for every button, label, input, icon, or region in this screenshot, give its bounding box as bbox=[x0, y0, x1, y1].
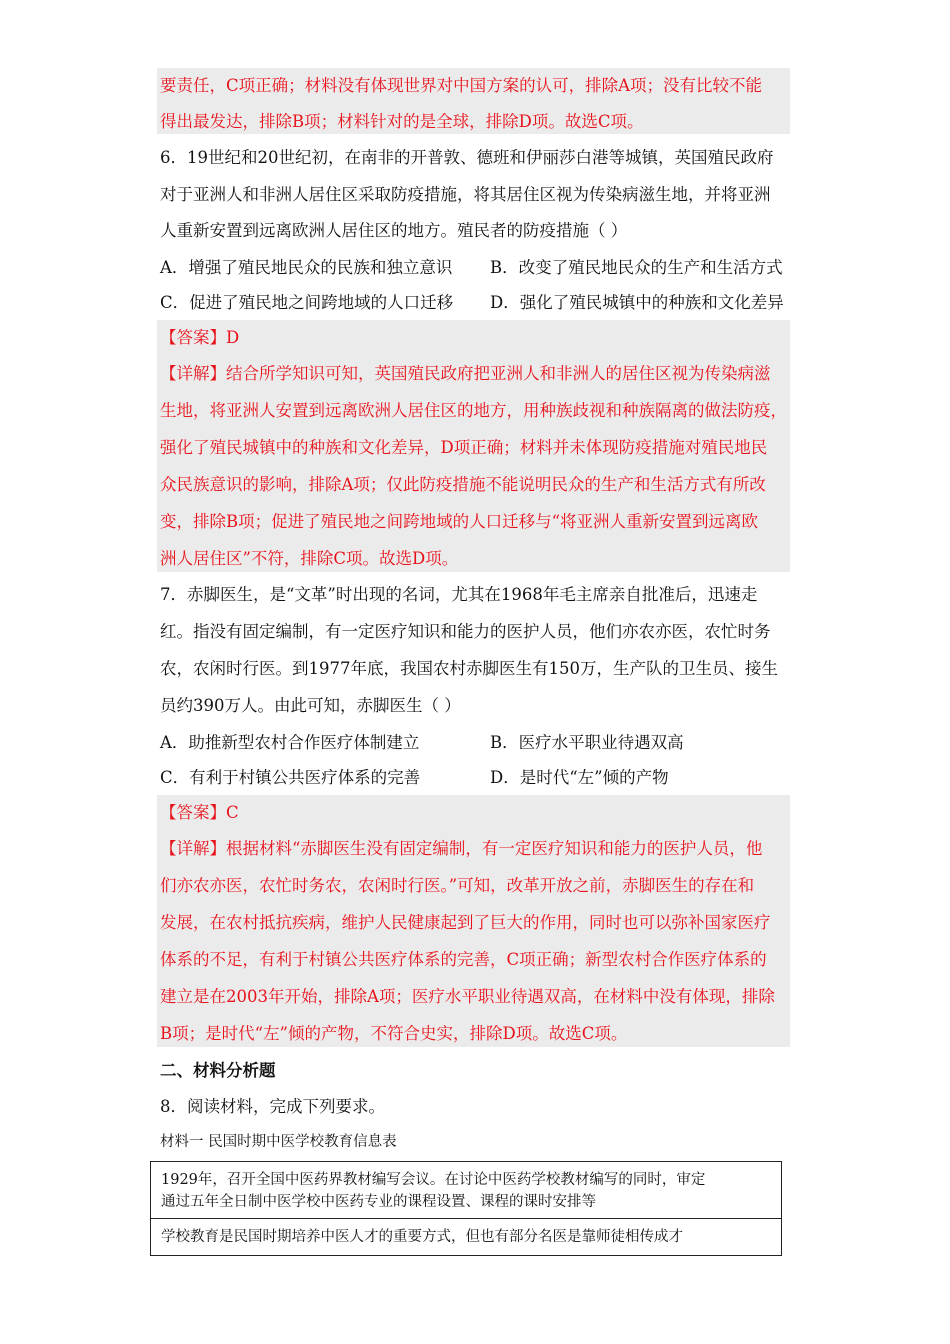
q6-explanation-line-4: 众民族意识的影响，排除A项；仅此防疫措施不能说明民众的生产和生活方式有所改 bbox=[160, 475, 766, 494]
material1-title: 材料一 民国时期中医学校教育信息表 bbox=[160, 1134, 397, 1150]
q6-option-c: C．促进了殖民地之间跨地域的人口迁移 bbox=[160, 293, 454, 312]
q7-explanation-line-6: B项；是时代“左”倾的产物，不符合史实，排除D项。故选C项。 bbox=[160, 1024, 628, 1043]
q7-option-d: D．是时代“左”倾的产物 bbox=[490, 768, 669, 787]
table-row1-line-2: 通过五年全日制中医学校中医药专业的课程设置、课程的课时安排等 bbox=[161, 1194, 596, 1210]
q7-explanation-line-1: 【详解】根据材料“赤脚医生没有固定编制，有一定医疗知识和能力的医护人员，他 bbox=[160, 839, 763, 858]
q6-option-b: B．改变了殖民地民众的生产和生活方式 bbox=[490, 258, 783, 277]
q6-option-d: D．强化了殖民城镇中的种族和文化差异 bbox=[490, 293, 784, 312]
q7-stem-line-2: 红。指没有固定编制，有一定医疗知识和能力的医护人员，他们亦农亦医，农忙时务 bbox=[160, 622, 771, 641]
q7-explanation-line-3: 发展，在农村抵抗疾病，维护人民健康起到了巨大的作用，同时也可以弥补国家医疗 bbox=[160, 913, 771, 932]
q7-explanation-line-2: 们亦农亦医，农忙时务农，农闲时行医。”可知，改革开放之前，赤脚医生的存在和 bbox=[160, 876, 755, 895]
q6-explanation-line-2: 生地，将亚洲人安置到远离欧洲人居住区的地方，用种族歧视和种族隔离的做法防疫， bbox=[160, 401, 787, 420]
q7-stem-line-1: 7．赤脚医生，是“文革”时出现的名词，尤其在1968年毛主席亲自批准后，迅速走 bbox=[160, 585, 758, 604]
q6-stem-line-2: 对于亚洲人和非洲人居住区采取防疫措施，将其居住区视为传染病滋生地，并将亚洲 bbox=[160, 185, 771, 204]
q6-explanation-line-6: 洲人居住区”不符，排除C项。故选D项。 bbox=[160, 549, 459, 568]
q7-stem-line-4: 员约390万人。由此可知，赤脚医生（ ） bbox=[160, 696, 461, 715]
q6-answer: 【答案】D bbox=[160, 328, 240, 347]
q7-stem-line-3: 农，农闲时行医。到1977年底，我国农村赤脚医生有150万，生产队的卫生员、接生 bbox=[160, 659, 778, 678]
q7-explanation-line-4: 体系的不足，有利于村镇公共医疗体系的完善，C项正确；新型农村合作医疗体系的 bbox=[160, 950, 767, 969]
section-heading: 二、材料分析题 bbox=[160, 1061, 276, 1080]
q7-option-c: C．有利于村镇公共医疗体系的完善 bbox=[160, 768, 421, 787]
prev-answer-line-1: 要责任，C项正确；材料没有体现世界对中国方案的认可，排除A项；没有比较不能 bbox=[160, 76, 763, 95]
table-row bbox=[151, 1162, 781, 1219]
q7-answer: 【答案】C bbox=[160, 803, 239, 822]
table-row2-text: 学校教育是民国时期培养中医人才的重要方式，但也有部分名医是靠师徒相传成才 bbox=[161, 1229, 683, 1245]
q7-option-b: B．医疗水平职业待遇双高 bbox=[490, 733, 684, 752]
q8-stem: 8．阅读材料，完成下列要求。 bbox=[160, 1097, 385, 1116]
q7-option-a: A．助推新型农村合作医疗体制建立 bbox=[160, 733, 420, 752]
prev-answer-line-2: 得出最发达，排除B项；材料针对的是全球，排除D项。故选C项。 bbox=[160, 112, 644, 131]
q6-stem-line-3: 人重新安置到远离欧洲人居住区的地方。殖民者的防疫措施（ ） bbox=[160, 221, 628, 240]
q6-explanation-line-3: 强化了殖民城镇中的种族和文化差异，D项正确；材料并未体现防疫措施对殖民地民 bbox=[160, 438, 768, 457]
q7-explanation-line-5: 建立是在2003年开始，排除A项；医疗水平职业待遇双高，在材料中没有体现，排除 bbox=[160, 987, 775, 1006]
q6-option-a: A．增强了殖民地民众的民族和独立意识 bbox=[160, 258, 453, 277]
q6-explanation-line-5: 变，排除B项；促进了殖民地之间跨地域的人口迁移与“将亚洲人重新安置到远离欧 bbox=[160, 512, 759, 531]
table-row1-line-1: 1929年，召开全国中医药界教材编写会议。在讨论中医药学校教材编写的同时，审定 bbox=[161, 1172, 706, 1188]
q6-stem-line-1: 6．19世纪和20世纪初，在南非的开普敦、德班和伊丽莎白港等城镇，英国殖民政府 bbox=[160, 148, 774, 167]
q6-explanation-line-1: 【详解】结合所学知识可知，英国殖民政府把亚洲人和非洲人的居住区视为传染病滋 bbox=[160, 364, 771, 383]
table-row bbox=[151, 1219, 781, 1255]
material1-table bbox=[150, 1161, 782, 1256]
